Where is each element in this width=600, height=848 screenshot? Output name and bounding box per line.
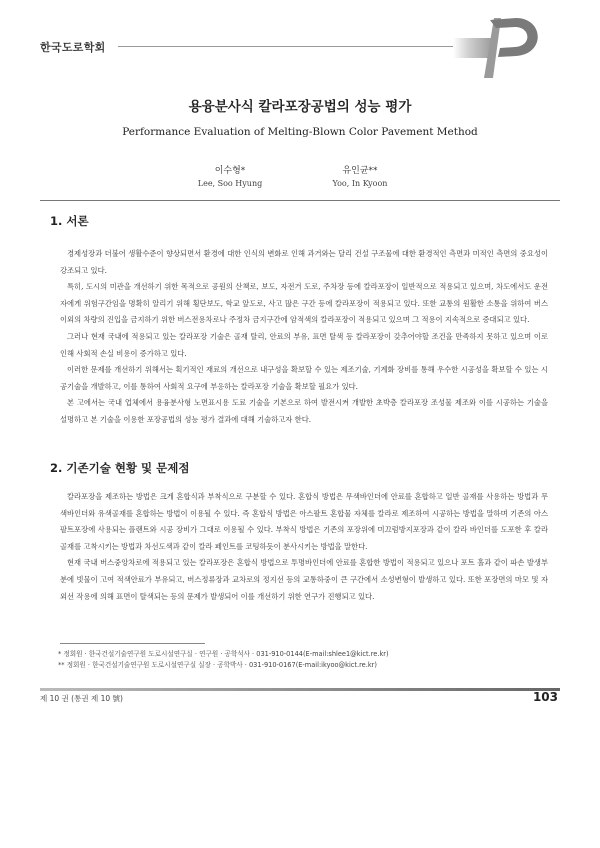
- volume-info: 제 10 권 (통권 제 10 號): [40, 694, 123, 703]
- author-2: [290, 163, 430, 188]
- paragraph: 그러나 현재 국내에 적용되고 있는 칼라포장 기술은 골재 탈리, 안료의 부유, 표면 탈색 등 칼라포장이 갖추어야할 조건을 만족하지 못하고 있으며 이로 인해 사회적 손실 비용이 증가하고 있다.: [60, 331, 548, 358]
- society-name: 한국도로학회: [40, 41, 106, 54]
- author-name-korean: 이수형*: [214, 166, 246, 176]
- page-number: 103: [532, 690, 558, 704]
- paragraph: 경제성장과 더불어 생활수준이 향상되면서 환경에 대한 인식의 변화로 인해 과거와는 달리 건설 구조물에 대한 환경적인 측면과 미적인 측면의 중요성이 강조되고 있다.: [60, 249, 548, 275]
- paragraph: 특히, 도시의 미관을 개선하기 위한 목적으로 공원의 산책로, 보도, 자전거 도로, 주차장 등에 칼라포장이 일반적으로 적용되고 있으며, 차도에서도 운전자에게 위험구간임을 명확히 알리기 위해 횡단보도, 학교 앞도로, 사고 많은 구간 등에 칼라포장이 적용되고 있다. 또한 교통의 원활한 소통을 위하여 버스 이외의 차량의 진입을 금지하기 위한 버스전용차로나 주정차 금지구간에 암적색의 칼라포장이 적용되고 있으며 그 적용이 지속적으로 증대되고 있다.: [60, 282, 548, 325]
- footnote-divider: [60, 643, 205, 644]
- author-1: [160, 163, 300, 188]
- section-heading: 1. 서론: [50, 214, 89, 228]
- author-name-korean: 유인균**: [342, 166, 378, 176]
- author-name-english: Yoo, In Kyoon: [332, 179, 388, 188]
- footer-rule: [40, 688, 560, 691]
- paragraph: 현재 국내 버스중앙차로에 적용되고 있는 칼라포장은 혼합식 방법으로 투명바인더에 안료를 혼합한 방법이 적용되고 있으나 포트 홀과 같이 파손 발생부분에 빗물이 고여 적색안료가 부유되고, 버스정류장과 교차로의 정지선 등의 교통하중이 큰 구간에서 소성변형이 발생하고 있다. 또한 포장면의 마모 및 자외선 작용에 의해 표면이 탈색되는 등의 문제가 발생되어 이를 개선하기 위한 연구가 진행되고 있다.: [60, 558, 548, 601]
- footnote: ** 정회원 · 한국건설기술연구원 도로시설연구실 실장 · 공학박사 · 031-910-0167(E-mail:ikyoo@kict.re.kr): [58, 661, 377, 669]
- author-name-english: Lee, Soo Hyung: [197, 179, 263, 188]
- journal-logo-icon: [470, 12, 552, 84]
- paper-title-korean: 용융분사식 칼라포장공법의 성능 평가: [188, 99, 412, 115]
- title-divider: [40, 200, 560, 201]
- paper-title-english: Performance Evaluation of Melting-Blown Color Pavement Method: [122, 126, 478, 138]
- paragraph: 본 고에서는 국내 업체에서 용융분사형 노면표시용 도료 기술을 기본으로 하여 발전시켜 개발한 초박층 칼라포장 조성물 제조와 이를 시공하는 기술을 설명하고 본 기술을 이용한 포장공법의 성능 평가 결과에 대해 기술하고자 한다.: [60, 398, 548, 424]
- paragraph: 이러한 문제를 개선하기 위해서는 획기적인 재료의 개선으로 내구성을 확보할 수 있는 제조기술, 기계화 장비를 통해 우수한 시공성을 확보할 수 있는 시공기술을 개발하고, 이를 통하여 사회적 요구에 부응하는 칼라포장 기술을 확보할 필요가 있다.: [60, 365, 548, 391]
- section-heading: 2. 기존기술 현황 및 문제점: [50, 461, 190, 475]
- section-body: [60, 246, 548, 429]
- footnote: * 정회원 · 한국건설기술연구원 도로시설연구실 · 연구원 · 공학석사 · 031-910-0144(E-mail:shlee1@kict.re.kr): [58, 650, 389, 658]
- header-rule: [118, 46, 453, 47]
- paragraph: 칼라포장을 제조하는 방법은 크게 혼합식과 부착식으로 구분할 수 있다. 혼합식 방법은 무색바인더에 안료를 혼합하고 일반 골재를 사용하는 방법과 무색바인더와 유색골재를 혼합하는 방법이 이용될 수 있다. 즉 혼합식 방법은 아스팔트 혼합물 자체를 칼라로 제조하여 시공하는 방법을 말하며 기존의 아스팔트포장에 사용되는 플랜트와 시공 장비가 그대로 이용될 수 있다. 부착식 방법은 기존의 포장위에 미끄럼방지포장과 같이 칼라 바인더를 도포한 후 칼라골재를 고착시키는 방법과 차선도색과 같이 칼라 페인트를 코팅하듯이 분사시키는 방법을 말한다.: [60, 492, 548, 551]
- section-body: [60, 489, 548, 605]
